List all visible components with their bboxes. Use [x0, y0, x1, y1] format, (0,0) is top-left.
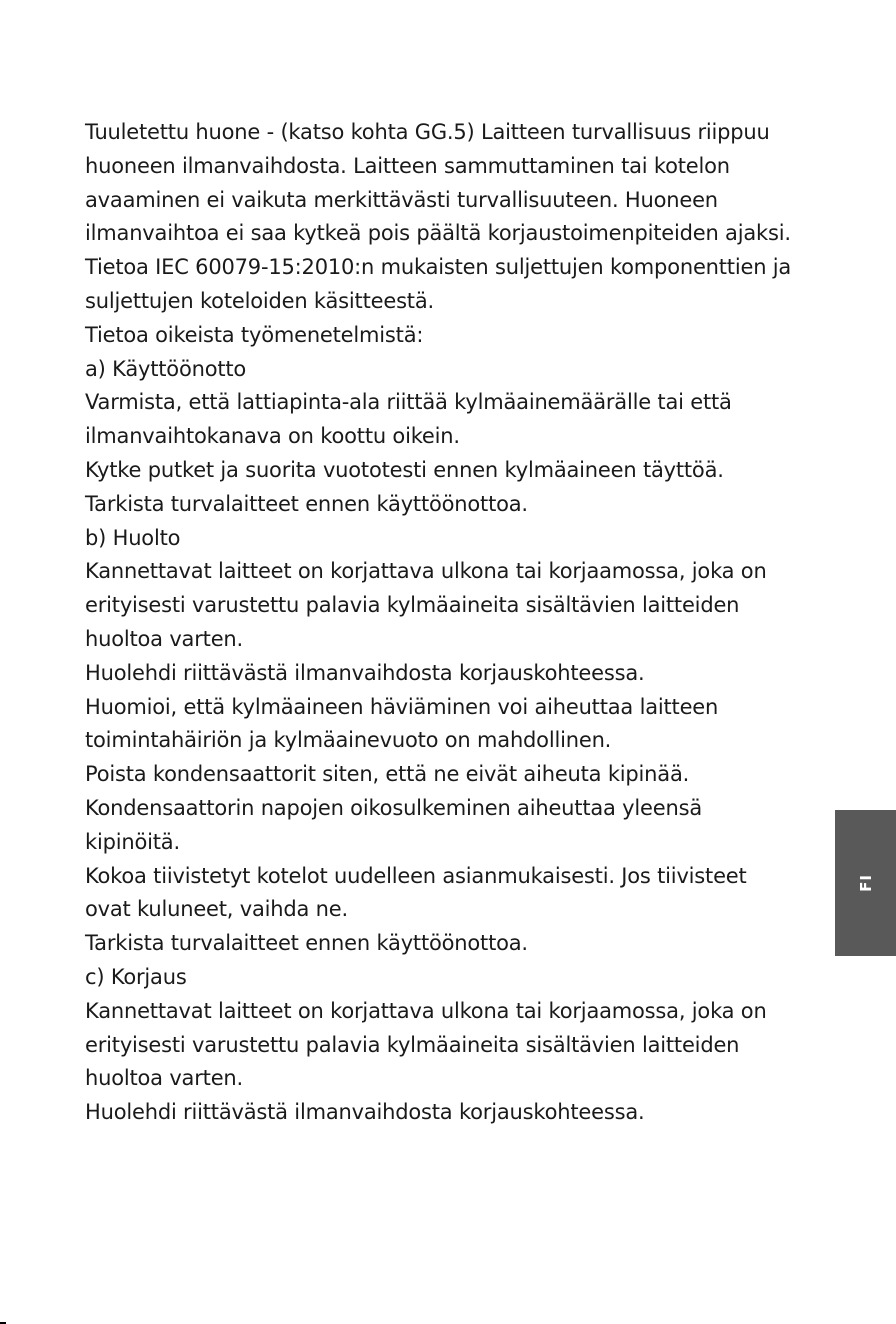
text-line: Varmista, että lattiapinta-ala riittää kylmäainemäärälle tai että — [85, 390, 732, 415]
text-line: Kokoa tiivistetyt kotelot uudelleen asianmukaisesti. Jos tiivisteet — [85, 863, 747, 888]
text-line: Kannettavat laitteet on korjattava ulkona tai korjaamossa, joka on — [85, 998, 767, 1023]
text-line: ilmanvaihtoa ei saa kytkeä pois päältä korjaustoimenpiteiden ajaksi. — [85, 221, 791, 246]
text-line: huoneen ilmanvaihdosta. Laitteen sammuttaminen tai kotelon — [85, 153, 730, 178]
text-line: a) Käyttöönotto — [85, 356, 247, 381]
language-tab-label: FI — [856, 874, 875, 892]
language-tab — [835, 810, 896, 956]
text-line: suljettujen koteloiden käsitteestä. — [85, 288, 434, 313]
text-line: Tietoa IEC 60079-15:2010:n mukaisten suljettujen komponenttien ja — [85, 255, 792, 280]
text-line: avaaminen ei vaikuta merkittävästi turvallisuuteen. Huoneen — [85, 187, 718, 212]
text-line: erityisesti varustettu palavia kylmäaineita sisältävien laitteiden — [85, 1032, 740, 1057]
text-line: ovat kuluneet, vaihda ne. — [85, 897, 348, 922]
text-line: Tietoa oikeista työmenetelmistä: — [85, 322, 424, 347]
text-line: Kondensaattorin napojen oikosulkeminen aiheuttaa yleensä — [85, 795, 702, 820]
text-line: ilmanvaihtokanava on koottu oikein. — [85, 424, 460, 449]
text-line: huoltoa varten. — [85, 1066, 243, 1091]
text-line: Huomioi, että kylmäaineen häviäminen voi aiheuttaa laitteen — [85, 694, 719, 719]
text-line: toimintahäiriön ja kylmäainevuoto on mahdollinen. — [85, 728, 612, 753]
text-line: huoltoa varten. — [85, 626, 243, 651]
body-text — [85, 116, 845, 1130]
text-line: Tarkista turvalaitteet ennen käyttöönottoa. — [85, 931, 528, 956]
text-line: kipinöitä. — [85, 829, 180, 854]
text-line: Huolehdi riittävästä ilmanvaihdosta korjauskohteessa. — [85, 1100, 645, 1125]
text-line: erityisesti varustettu palavia kylmäaineita sisältävien laitteiden — [85, 593, 740, 618]
text-line: Kytke putket ja suorita vuototesti ennen kylmäaineen täyttöä. — [85, 457, 724, 482]
text-line: Tarkista turvalaitteet ennen käyttöönottoa. — [85, 491, 528, 516]
text-line: b) Huolto — [85, 525, 181, 550]
text-line: Kannettavat laitteet on korjattava ulkona tai korjaamossa, joka on — [85, 559, 767, 584]
text-line: Tuuletettu huone - (katso kohta GG.5) Laitteen turvallisuus riippuu — [85, 120, 770, 144]
text-line: Huolehdi riittävästä ilmanvaihdosta korjauskohteessa. — [85, 660, 645, 685]
text-line: Poista kondensaattorit siten, että ne eivät aiheuta kipinää. — [85, 762, 690, 787]
text-line: c) Korjaus — [85, 964, 187, 989]
